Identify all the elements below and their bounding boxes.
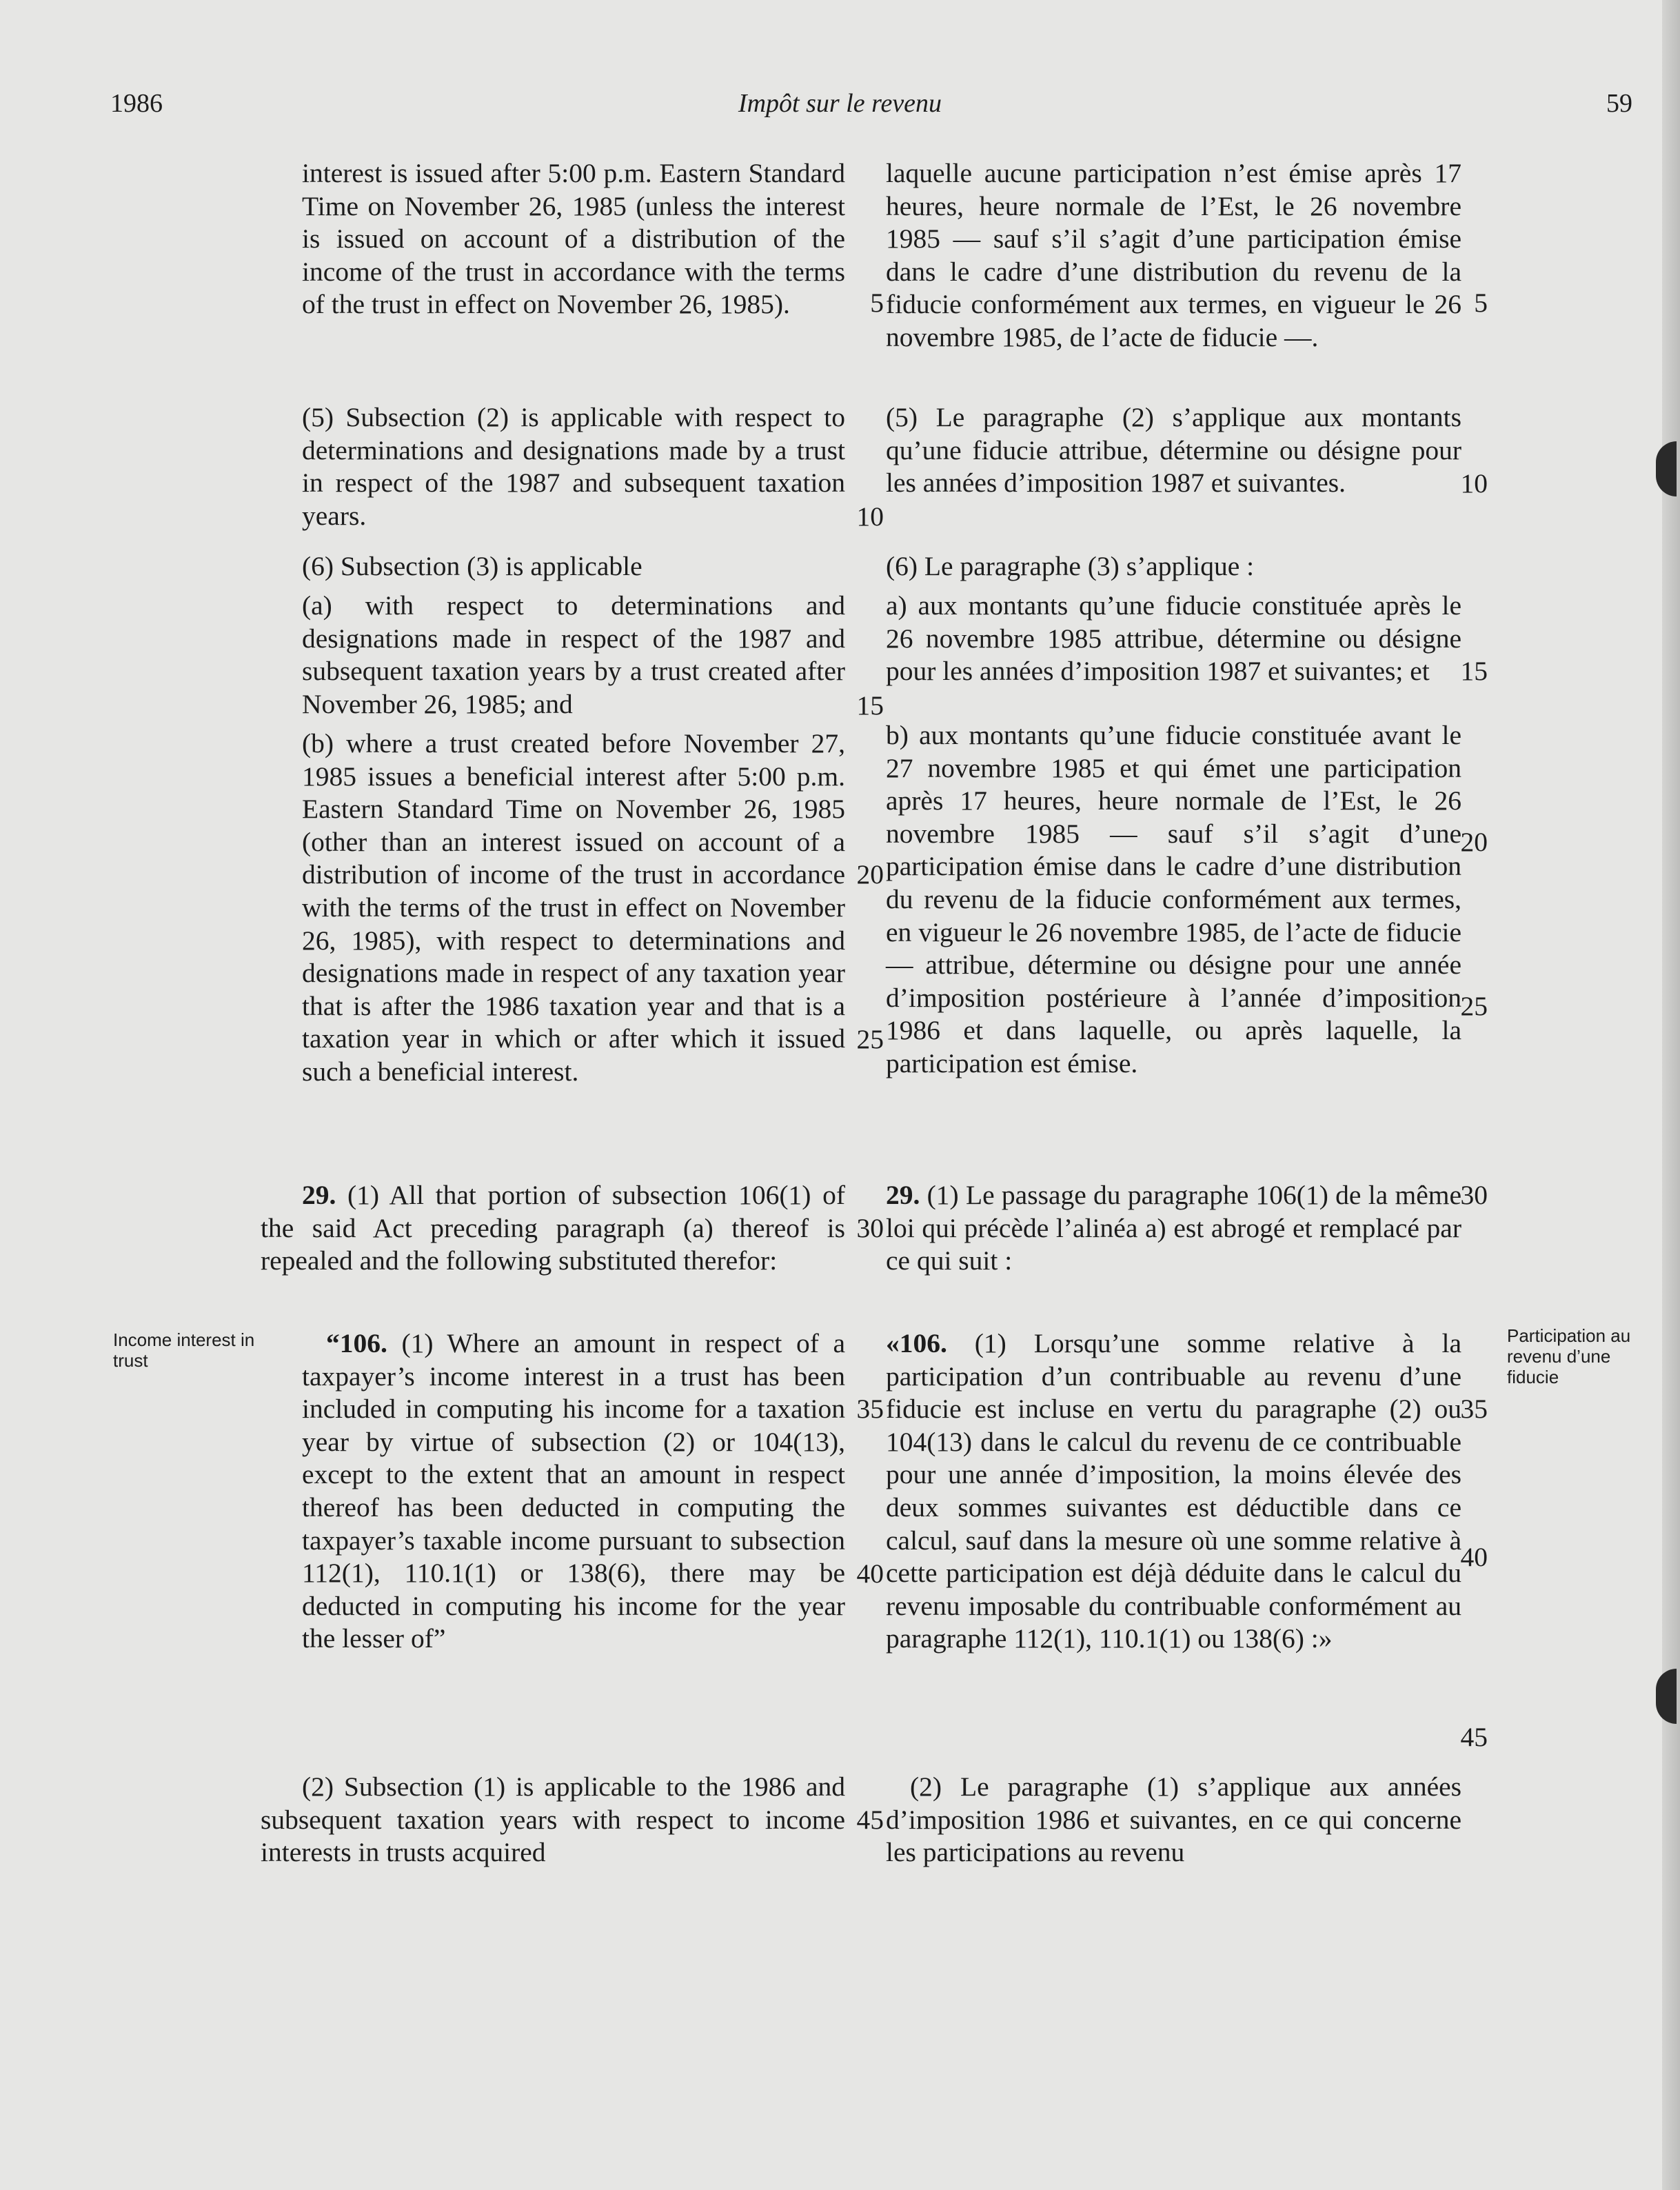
line-number: 35 [856, 1394, 884, 1424]
fr-section-106-number: «106. [886, 1328, 947, 1358]
en-section-106-number: “106. [326, 1328, 387, 1358]
en-paragraph-subsection-6: (6) Subsection (3) is applicable [302, 551, 642, 581]
line-number: 45 [856, 1805, 884, 1835]
en-paragraph-6a: (a) with respect to determinations and designations made in respect of the 1987 and subsequent taxation years by a trust created after November 26, 1985; and [302, 590, 845, 719]
page-edge-shadow [1662, 0, 1680, 2190]
line-number: 5 [1474, 288, 1488, 318]
line-number: 5 [870, 288, 884, 318]
line-number: 20 [856, 859, 884, 890]
fr-section-29: 29. (1) Le passage du paragraphe 106(1) de la même loi qui précède l’alinéa a) est abrogé et remplacé par ce qui suit : [886, 1180, 1461, 1276]
line-number: 30 [856, 1213, 884, 1243]
line-number: 25 [856, 1024, 884, 1054]
en-subsection-2: (2) Subsection (1) is applicable to the 1986 and subsequent taxation years with respect to income interests in trusts acquired [261, 1771, 845, 1868]
fr-paragraph-subsection-5: (5) Le paragraphe (2) s’applique aux montants qu’une fiducie attribue, détermine ou désigne pour les années d’imposition 1987 et suivantes. [886, 402, 1461, 499]
line-number: 25 [1460, 991, 1488, 1021]
en-paragraph-subsection-5: (5) Subsection (2) is applicable with respect to determinations and designations made by a trust in respect of the 1987 and subsequent taxation years. [302, 402, 845, 531]
en-paragraph-continuation: interest is issued after 5:00 p.m. Eastern Standard Time on November 26, 1985 (unless the interest is issued on account of a distribution of the income of the trust in accordance with the terms of the trust in effect on November 26, 1985). [302, 158, 845, 320]
line-number: 10 [856, 501, 884, 532]
header-title: Impôt sur le revenu [738, 89, 942, 118]
line-number: 15 [856, 690, 884, 721]
binding-hole-mark [1656, 1669, 1677, 1724]
page-number: 59 [1606, 89, 1632, 118]
header-year: 1986 [110, 89, 163, 118]
line-number: 15 [1460, 656, 1488, 686]
en-section-29-number: 29. [302, 1180, 336, 1210]
line-number: 10 [1460, 468, 1488, 499]
en-section-29: 29. (1) All that portion of subsection 106(1) of the said Act preceding paragraph (a) thereof is repealed and the following substituted therefor: [261, 1180, 845, 1276]
en-paragraph-6b: (b) where a trust created before November 27, 1985 issues a beneficial interest after 5:00 p.m. Eastern Standard Time on November 26, 1985 (other than an interest issued on account of a distribution of income of the trust in accordance with the terms of the trust in effect on November 26, 1985), with respect to determinations and designations made in respect of any taxation year that is after the 1986 taxation year and that is a taxation year in which or after which it issued such a beneficial interest. [302, 728, 845, 1087]
en-section-106: “106. (1) Where an amount in respect of a taxpayer’s income interest in a trust has been included in computing his income for a taxation year by virtue of subsection (2) or 104(13), except to the extent that an amount in respect thereof has been deducted in computing the taxpayer’s taxable income pursuant to subsection 112(1), 110.1(1) or 138(6), there may be deducted in computing his income for the year the lesser of” [302, 1328, 845, 1654]
fr-section-106: «106. (1) Lorsqu’une somme relative à la participation d’un contribuable au revenu d’une fiducie est incluse en vertu du paragraphe (2) ou 104(13) dans le calcul du revenu de ce contribuable pour une année d’imposition, la moins élevée des deux sommes suivantes est déductible dans ce calcul, sauf dans la mesure où une somme relative à cette participation est déjà déduite dans le calcul du revenu imposable du contribuable conformément au paragraphe 112(1), 110.1(1) ou 138(6) :» [886, 1328, 1461, 1654]
line-number: 40 [1460, 1542, 1488, 1572]
binding-hole-mark [1656, 441, 1677, 496]
fr-paragraph-6b: b) aux montants qu’une fiducie constituée avant le 27 novembre 1985 et qui émet une participation après 17 heures, heure normale de l’Est, le 26 novembre 1985 — sauf s’il s’agit d’une participation émise dans le cadre d’une distribution du revenu de la fiducie conformément aux termes, en vigueur le 26 novembre 1985, de l’acte de fiducie — attribue, détermine ou désigne pour une année d’imposition postérieure à l’année d’imposition 1986 et dans laquelle, ou après laquelle, la participation est émise. [886, 720, 1461, 1078]
fr-paragraph-subsection-6: (6) Le paragraphe (3) s’applique : [886, 551, 1255, 581]
sidenote-en: Income interest in trust [113, 1329, 255, 1371]
line-number: 40 [856, 1558, 884, 1589]
fr-paragraph-continuation: laquelle aucune participation n’est émise après 17 heures, heure normale de l’Est, le 26 novembre 1985 — sauf s’il s’agit d’une participation émise dans le cadre d’une distribution du revenu de la fiducie conformément aux termes, en vigueur le 26 novembre 1985, de l’acte de fiducie —. [886, 158, 1461, 352]
line-number: 45 [1460, 1722, 1488, 1752]
sidenote-fr: Participation au revenu d’une fiducie [1507, 1325, 1631, 1387]
line-number: 35 [1460, 1394, 1488, 1424]
line-number: 20 [1460, 827, 1488, 857]
fr-subsection-2: (2) Le paragraphe (1) s’applique aux années d’imposition 1986 et suivantes, en ce qui concerne les participations au revenu [886, 1771, 1461, 1868]
fr-paragraph-6a: a) aux montants qu’une fiducie constituée après le 26 novembre 1985 attribue, détermine ou désigne pour les années d’imposition 1987 et suivantes; et [886, 590, 1461, 687]
line-number: 30 [1460, 1180, 1488, 1210]
fr-section-29-number: 29. [886, 1180, 920, 1210]
